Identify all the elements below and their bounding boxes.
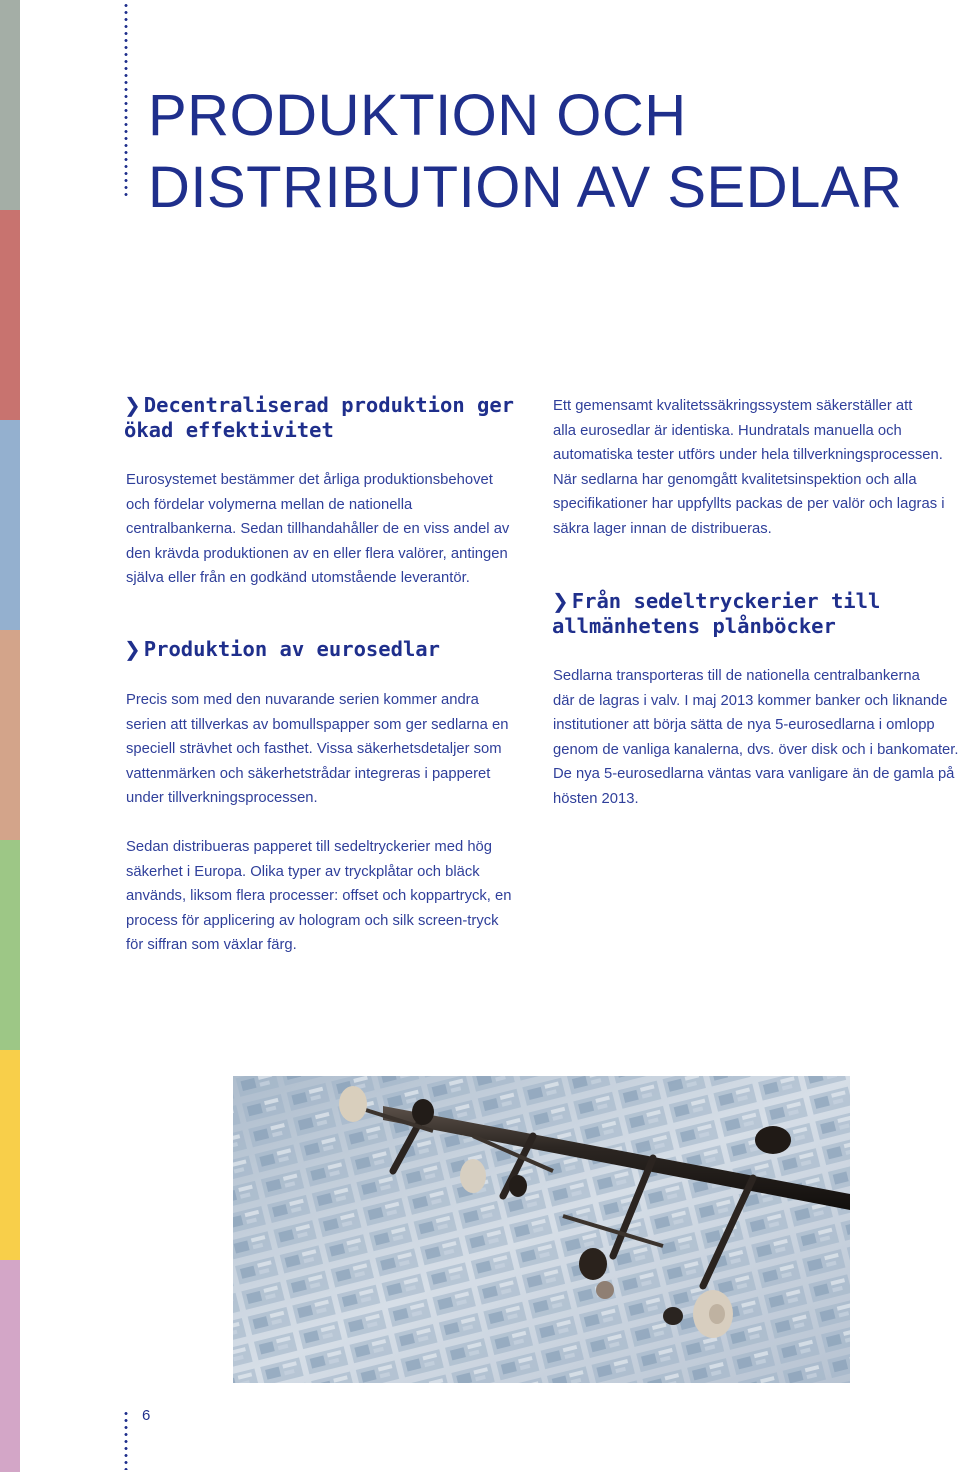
color-stripe-4 [0, 630, 20, 840]
heading-decentraliserad-line-1: Decentraliserad produktion ger [143, 393, 515, 417]
text-line: centralbankerna. Sedan tillhandahåller de en viss andel av [126, 521, 510, 537]
color-stripe-6 [0, 1050, 20, 1260]
text-line: den krävda produktionen av en eller flera valörer, antingen [126, 545, 508, 562]
text-line: och fördelar volymerna mellan de nationella [126, 496, 413, 513]
text-line: för siffran som växlar färg. [126, 937, 297, 953]
color-stripe-3 [0, 420, 20, 630]
heading-produktion [124, 637, 440, 662]
text-line: själva eller från en godkänd utomstående leverantör. [126, 570, 470, 586]
text-line: vattenmärken och säkerhetstrådar integreras i papperet [126, 765, 491, 782]
paragraph-produktion [126, 688, 508, 811]
heading-decentraliserad-line-2: ökad effektivitet [124, 417, 334, 442]
text-line: under tillverkningsprocessen. [126, 790, 318, 806]
text-line: säkra lager innan de distribueras. [553, 520, 772, 537]
dotted-rule-bottom [124, 1410, 128, 1470]
text-line: genom de vanliga kanalerna, dvs. över disk och i bankomater. [553, 741, 959, 758]
text-line: Ett gemensamt kvalitetssäkringssystem säkerställer att [553, 398, 913, 414]
chevron-right-icon: ❯ [124, 393, 141, 417]
color-stripe-7 [0, 1260, 20, 1472]
color-stripe-5 [0, 840, 20, 1050]
text-line: speciell strävhet och fasthet. Vissa säkerhetsdetaljer som [126, 741, 502, 757]
page-title-line-1: PRODUKTION OCH [148, 83, 687, 148]
text-line: automatiska tester utförs under hela tillverkningsprocessen. [553, 447, 943, 463]
text-line: Sedlarna transporteras till de nationella centralbankerna [553, 668, 920, 684]
text-line: specifikationer har uppfyllts packas de per valör och lagras i [553, 496, 945, 512]
page-number: 6 [142, 1407, 151, 1424]
page-title-line-2: DISTRIBUTION AV SEDLAR [148, 155, 903, 220]
color-stripe-1 [0, 0, 20, 210]
paragraph-distribution [553, 664, 959, 811]
text-line: De nya 5-eurosedlarna väntas vara vanligare än de gamla på [553, 766, 955, 782]
heading-distribution-line-1: Från sedeltryckerier till [571, 589, 881, 613]
text-line: När sedlarna har genomgått kvalitetsinspektion och alla [553, 471, 917, 488]
chevron-right-icon: ❯ [552, 589, 569, 613]
page-title [148, 80, 902, 224]
heading-distribution-line-2: allmänhetens plånböcker [552, 613, 836, 638]
chevron-right-icon: ❯ [124, 637, 141, 661]
paragraph-produktion-2 [126, 835, 511, 958]
text-line: serien att tillverkas av bomullspapper som ger sedlarna en [126, 716, 509, 733]
text-line: Precis som med den nuvarande serien kommer andra [126, 692, 479, 708]
text-line: hösten 2013. [553, 790, 639, 807]
text-line: alla eurosedlar är identiska. Hundratals manuella och [553, 422, 902, 439]
banknote-printing-photo [233, 1076, 850, 1383]
color-stripe-2 [0, 210, 20, 420]
text-line: institutioner att börja sätta de nya 5-eurosedlarna i omlopp [553, 717, 935, 733]
text-line: där de lagras i valv. I maj 2013 kommer banker och liknande [553, 692, 948, 709]
text-line: säkerhet i Europa. Olika typer av tryckplåtar och bläck [126, 863, 480, 880]
heading-decentraliserad [124, 393, 514, 442]
paragraph-decentraliserad [126, 468, 509, 591]
heading-produktion-text: Produktion av eurosedlar [143, 637, 440, 661]
text-line: process för applicering av hologram och silk screen-tryck [126, 912, 499, 929]
dotted-rule-top [124, 2, 128, 200]
text-line: Sedan distribueras papperet till sedeltryckerier med hög [126, 839, 493, 855]
text-line: används, liksom flera processer: offset och koppartryck, en [126, 888, 512, 904]
paragraph-kvalitet [553, 394, 945, 541]
heading-distribution [552, 589, 880, 638]
text-line: Eurosystemet bestämmer det årliga produktionsbehovet [126, 472, 493, 488]
